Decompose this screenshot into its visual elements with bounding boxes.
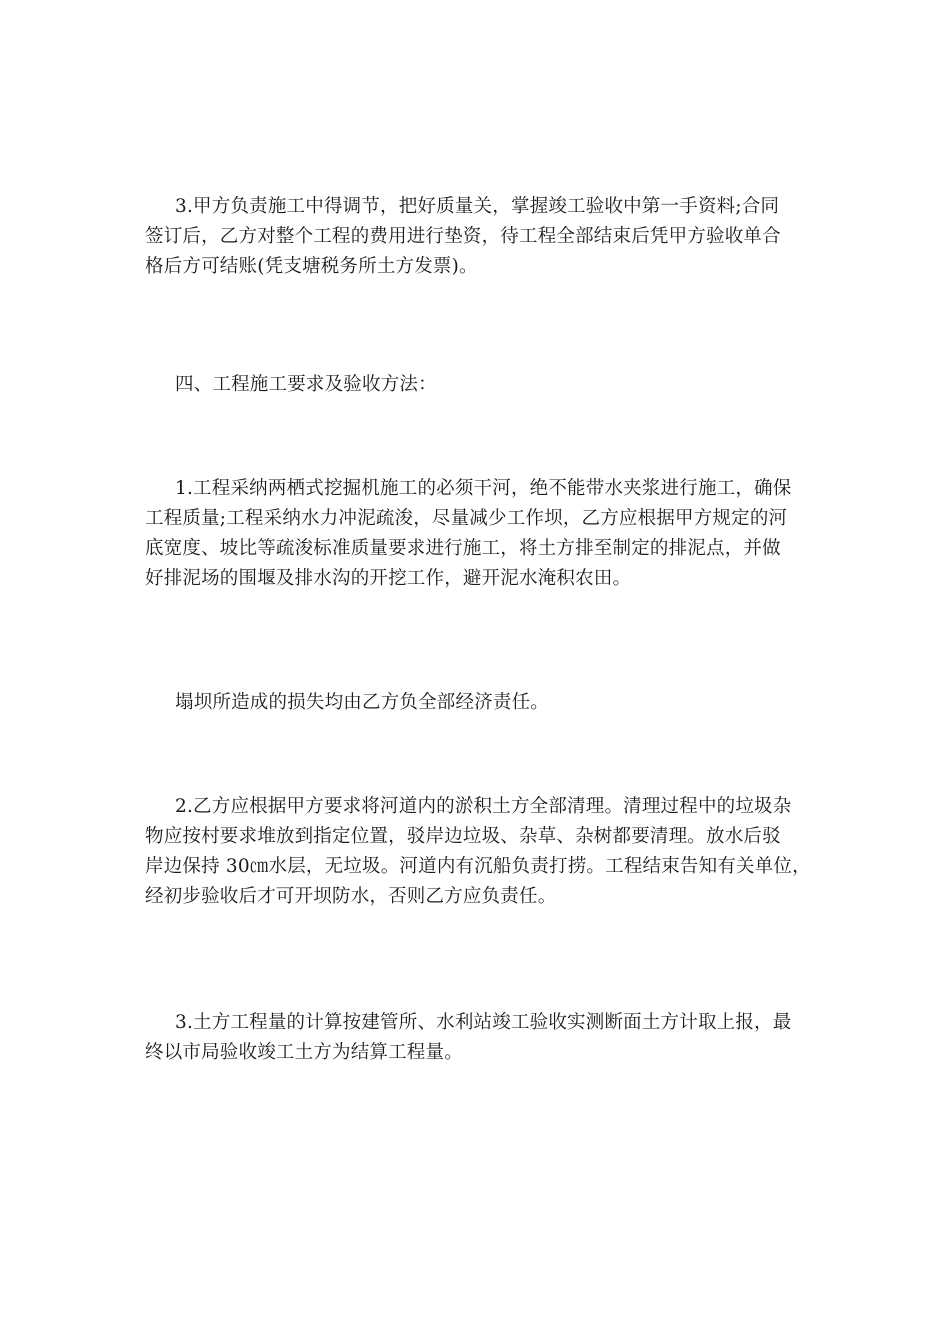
paragraph-dam-collapse: [145, 688, 815, 718]
text-line: 岸边保持 30㎝水层，无垃圾。河道内有沉船负责打捞。工程结束告知有关单位，: [145, 856, 811, 877]
text-line: 3.甲方负责施工中得调节，把好质量关，掌握竣工验收中第一手资料;合同: [175, 196, 780, 217]
text-line: 签订后，乙方对整个工程的费用进行垫资，待工程全部结束后凭甲方验收单合: [145, 226, 781, 247]
text-line: 工程质量;工程采纳水力冲泥疏浚，尽量减少工作坝，乙方应根据甲方规定的河: [145, 508, 788, 529]
heading-text: 四、工程施工要求及验收方法：: [175, 374, 437, 395]
text-line: 物应按村要求堆放到指定位置，驳岸边垃圾、杂草、杂树都要清理。放水后驳: [145, 826, 781, 847]
paragraph-cleanup: [145, 792, 815, 912]
text-line: 经初步验收后才可开坝防水，否则乙方应负责任。: [145, 886, 557, 907]
paragraph-construction-requirements: [145, 474, 815, 594]
text-line: 2.乙方应根据甲方要求将河道内的淤积土方全部清理。清理过程中的垃圾杂: [175, 796, 792, 817]
paragraph-payment-terms: [145, 192, 815, 282]
paragraph-earthwork-calculation: [145, 1008, 815, 1068]
text-line: 3.土方工程量的计算按建管所、水利站竣工验收实测断面土方计取上报，最: [175, 1012, 792, 1033]
text-line: 塌坝所造成的损失均由乙方负全部经济责任。: [175, 692, 550, 713]
section-heading: [145, 370, 815, 400]
text-line: 格后方可结账(凭支塘税务所土方发票)。: [145, 256, 478, 277]
text-line: 好排泥场的围堰及排水沟的开挖工作，避开泥水淹积农田。: [145, 568, 632, 589]
text-line: 终以市局验收竣工土方为结算工程量。: [145, 1042, 463, 1063]
text-line: 底宽度、坡比等疏浚标准质量要求进行施工，将土方排至制定的排泥点，并做: [145, 538, 781, 559]
text-line: 1.工程采纳两栖式挖掘机施工的必须干河，绝不能带水夹浆进行施工，确保: [175, 478, 792, 499]
